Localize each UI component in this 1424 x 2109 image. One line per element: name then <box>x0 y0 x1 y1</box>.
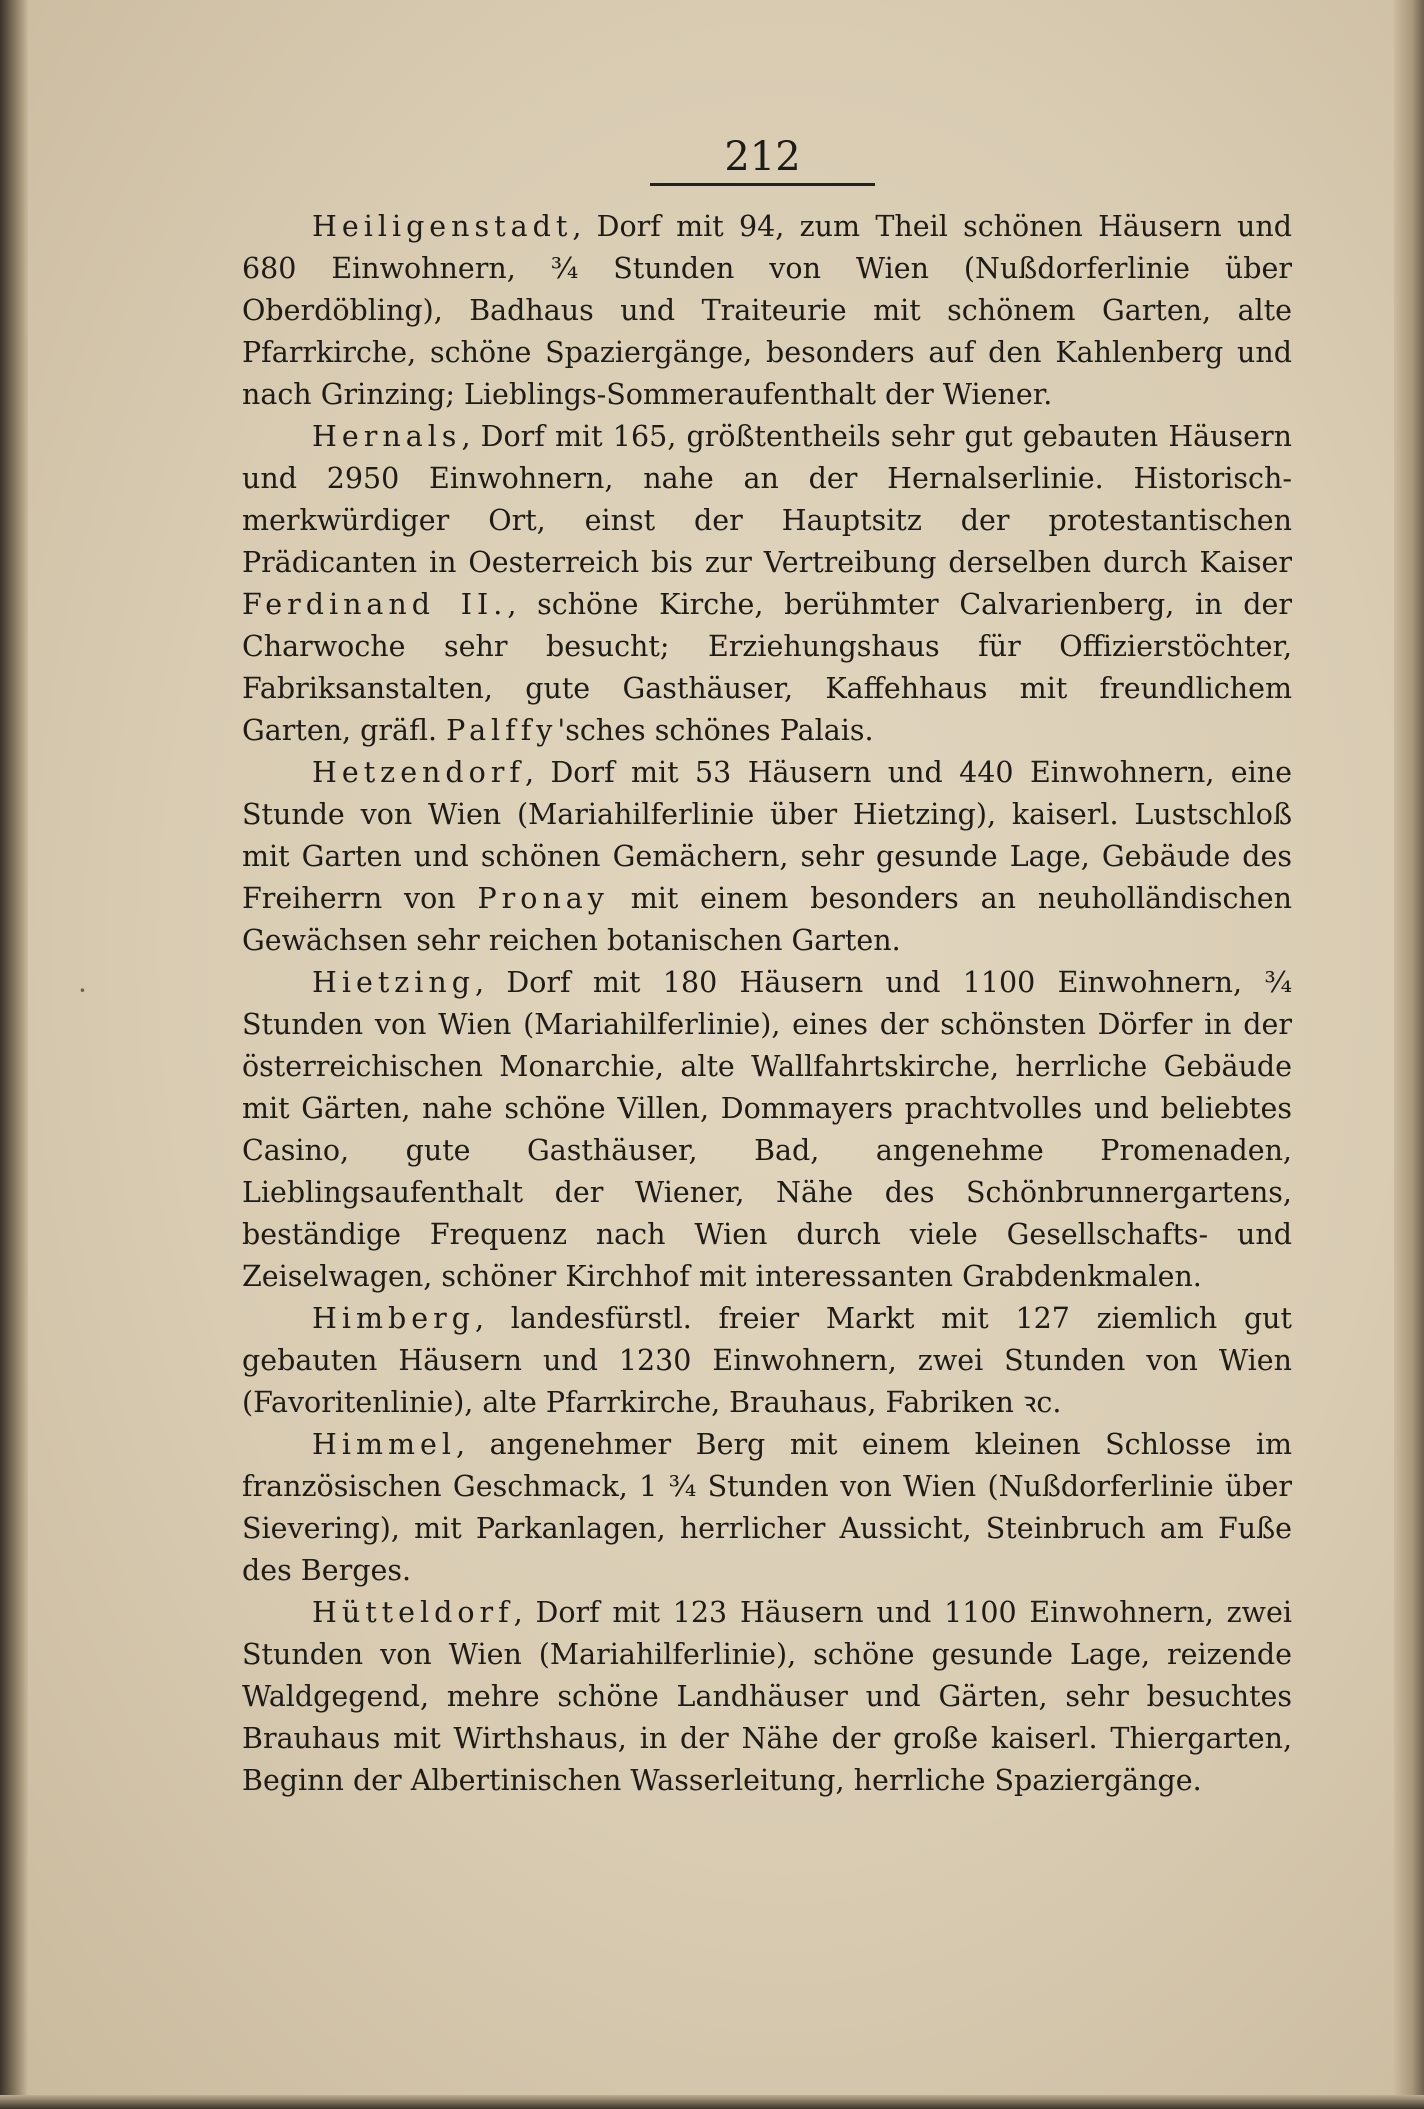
entry-text: , Dorf mit 180 Häusern und 1100 Einwohnern, ³⁄₄ Stunden von Wien (Mariahilferlinie), eines der schönsten Dörfer in der österreichischen Monarchie, alte Wallfahrtskirche, herrliche Gebäude mit Gärten, nahe schöne Villen, Dommayers prachtvolles und beliebtes Casino, gute Gasthäuser, Bad, angenehme Promenaden, Lieblingsaufenthalt der Wiener, Nähe des Schönbrunnergartens, beständige Frequenz nach Wien durch viele Gesellschafts- und Zeiselwagen, schöner Kirchhof mit interessanten Grabdenkmalen. <box>242 966 1292 1293</box>
entry-himmel <box>242 1424 1292 1592</box>
entry-name: Himmel <box>312 1428 456 1461</box>
entry-spaced-name: Palffy <box>446 714 558 747</box>
entry-text: , angenehmer Berg mit einem kleinen Schlosse im französischen Geschmack, 1 ³⁄₄ Stunden von Wien (Nußdorferlinie über Sievering), mit Parkanlagen, herrlicher Aussicht, Steinbruch am Fuße des Berges. <box>242 1428 1292 1587</box>
page-body <box>242 206 1292 1802</box>
entry-text: mit einem besonders an neuholländischen Gewächsen sehr reichen botanischen Garten. <box>242 882 1293 957</box>
book-gutter <box>0 0 28 2109</box>
entry-text: , Dorf mit 53 Häusern und 440 Einwohnern, eine Stunde von Wien (Mariahilferlinie über Hietzing), kaiserl. Lustschloß mit Garten und schönen Gemächern, sehr gesunde Lage, Gebäude des Freiherrn von <box>242 756 1292 915</box>
entry-spaced-name: Pronay <box>477 882 609 915</box>
entry-name: Hütteldorf <box>312 1596 514 1629</box>
entry-text: , Dorf mit 94, zum Theil schönen Häusern und 680 Einwohnern, ³⁄₄ Stunden von Wien (Nußdorferlinie über Oberdöbling), Badhaus und Traiteurie mit schönem Garten, alte Pfarrkirche, schöne Spaziergänge, besonders auf den Kahlenberg und nach Grinzing; Lieblings-Sommeraufenthalt der Wiener. <box>242 210 1292 411</box>
page-number: 212 <box>724 134 801 180</box>
entry-huetteldorf <box>242 1592 1292 1802</box>
entry-heiligenstadt <box>242 206 1292 416</box>
page-bottom-edge <box>0 2095 1424 2109</box>
entry-text: , Dorf mit 165, größtentheils sehr gut gebauten Häusern und 2950 Einwohnern, nahe an der Hernalserlinie. Historisch-merkwürdiger Ort, einst der Hauptsitz der protestantischen Prädicanten in Oesterreich bis zur Vertreibung derselben durch Kaiser <box>242 420 1292 579</box>
entry-text: , Dorf mit 123 Häusern und 1100 Einwohnern, zwei Stunden von Wien (Mariahilferlinie), schöne gesunde Lage, reizende Waldgegend, mehre schöne Landhäuser und Gärten, sehr besuchtes Brauhaus mit Wirthshaus, in der Nähe der große kaiserl. Thiergarten, Beginn der Albertinischen Wasserleitung, herrliche Spaziergänge. <box>242 1596 1292 1797</box>
page-edge <box>1394 0 1424 2109</box>
entry-name: Hietzing <box>312 966 476 999</box>
entry-text: 'sches schönes Palais. <box>557 714 874 747</box>
entry-name: Heiligenstadt <box>312 210 573 243</box>
entry-name: Hetzendorf <box>312 756 525 789</box>
margin-mark: · <box>78 974 87 1007</box>
entry-name: Himberg <box>312 1302 475 1335</box>
entry-hetzendorf <box>242 752 1292 962</box>
entry-hernals <box>242 416 1292 752</box>
entry-hietzing <box>242 962 1292 1298</box>
entry-himberg <box>242 1298 1292 1424</box>
entry-name: Hernals <box>312 420 462 453</box>
entry-text: , schöne Kirche, berühmter Calvarienberg, in der Charwoche sehr besucht; Erziehungshaus für Offizierstöchter, Fabriksanstalten, gute Gasthäuser, Kaffehhaus mit freundlichem Garten, gräfl. <box>242 588 1292 747</box>
page-number-rule <box>650 183 875 186</box>
entry-text: , landesfürstl. freier Markt mit 127 ziemlich gut gebauten Häusern und 1230 Einwohnern, zwei Stunden von Wien (Favoritenlinie), alte Pfarrkirche, Brauhaus, Fabriken ꝛc. <box>242 1302 1292 1419</box>
entry-spaced-name: Ferdinand II. <box>242 588 508 621</box>
